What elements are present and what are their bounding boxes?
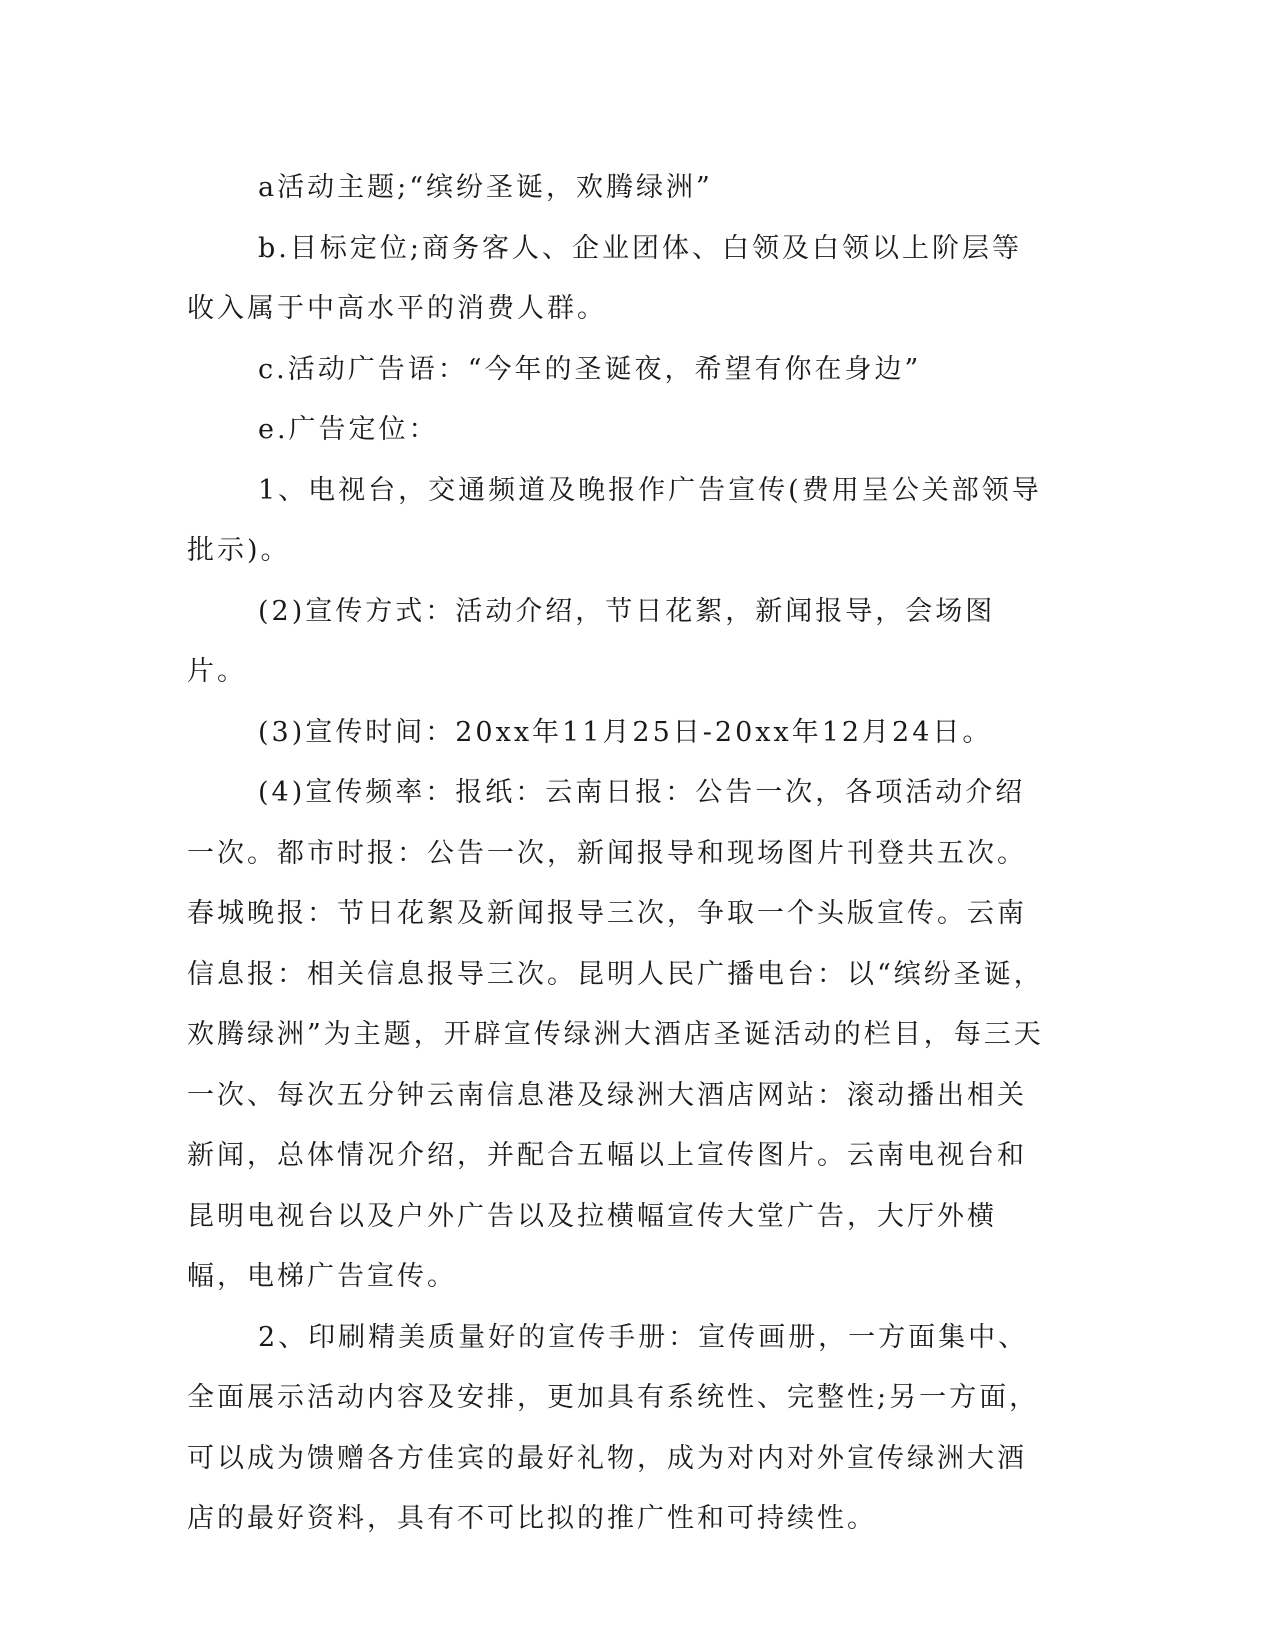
document-body bbox=[187, 158, 1047, 1550]
paragraph-target-positioning: b.目标定位;商务客人、企业团体、白领及白领以上阶层等收入属于中高水平的消费人群。 bbox=[187, 232, 1022, 324]
paragraph-ad-positioning: e.广告定位： bbox=[258, 414, 439, 445]
paragraph-activity-theme: a活动主题;“缤纷圣诞，欢腾绿洲” bbox=[258, 172, 713, 203]
paragraph-ad-slogan: c.活动广告语：“今年的圣诞夜，希望有你在身边” bbox=[258, 353, 922, 385]
paragraph-promotion-frequency: (4)宣传频率：报纸：云南日报：公告一次，各项活动介绍一次。都市时报：公告一次，新闻报导和现场图片刊登共五次。春城晚报：节日花絮及新闻报导三次，争取一个头版宣传。云南信息报：相关信息报导三次。昆明人民广播电台：以“缤纷圣诞，欢腾绿洲”为主题，开辟宣传绿洲大酒店圣诞活动的栏目，每三天一次、每次五分钟云南信息港及绿洲大酒店网站：滚动播出相关新闻，总体情况介绍，并配合五幅以上宣传图片。云南电视台和昆明电视台以及户外广告以及拉横幅宣传大堂广告，大厅外横幅，电梯广告宣传。 bbox=[187, 777, 1044, 1292]
paragraph-promotion-time: (3)宣传时间：20xx年11月25日-20xx年12月24日。 bbox=[258, 716, 993, 748]
paragraph-promotion-method: (2)宣传方式：活动介绍，节日花絮，新闻报导，会场图片。 bbox=[187, 595, 996, 687]
paragraph-brochure: 2、印刷精美质量好的宣传手册：宣传画册，一方面集中、全面展示活动内容及安排，更加具有系统性、完整性;另一方面，可以成为馈赠各方佳宾的最好礼物，成为对内对外宣传绿洲大酒店的最好资料，具有不可比拟的推广性和可持续性。 bbox=[187, 1321, 1040, 1534]
paragraph-tv-channels: 1、电视台，交通频道及晚报作广告宣传(费用呈公关部领导批示)。 bbox=[187, 474, 1042, 566]
